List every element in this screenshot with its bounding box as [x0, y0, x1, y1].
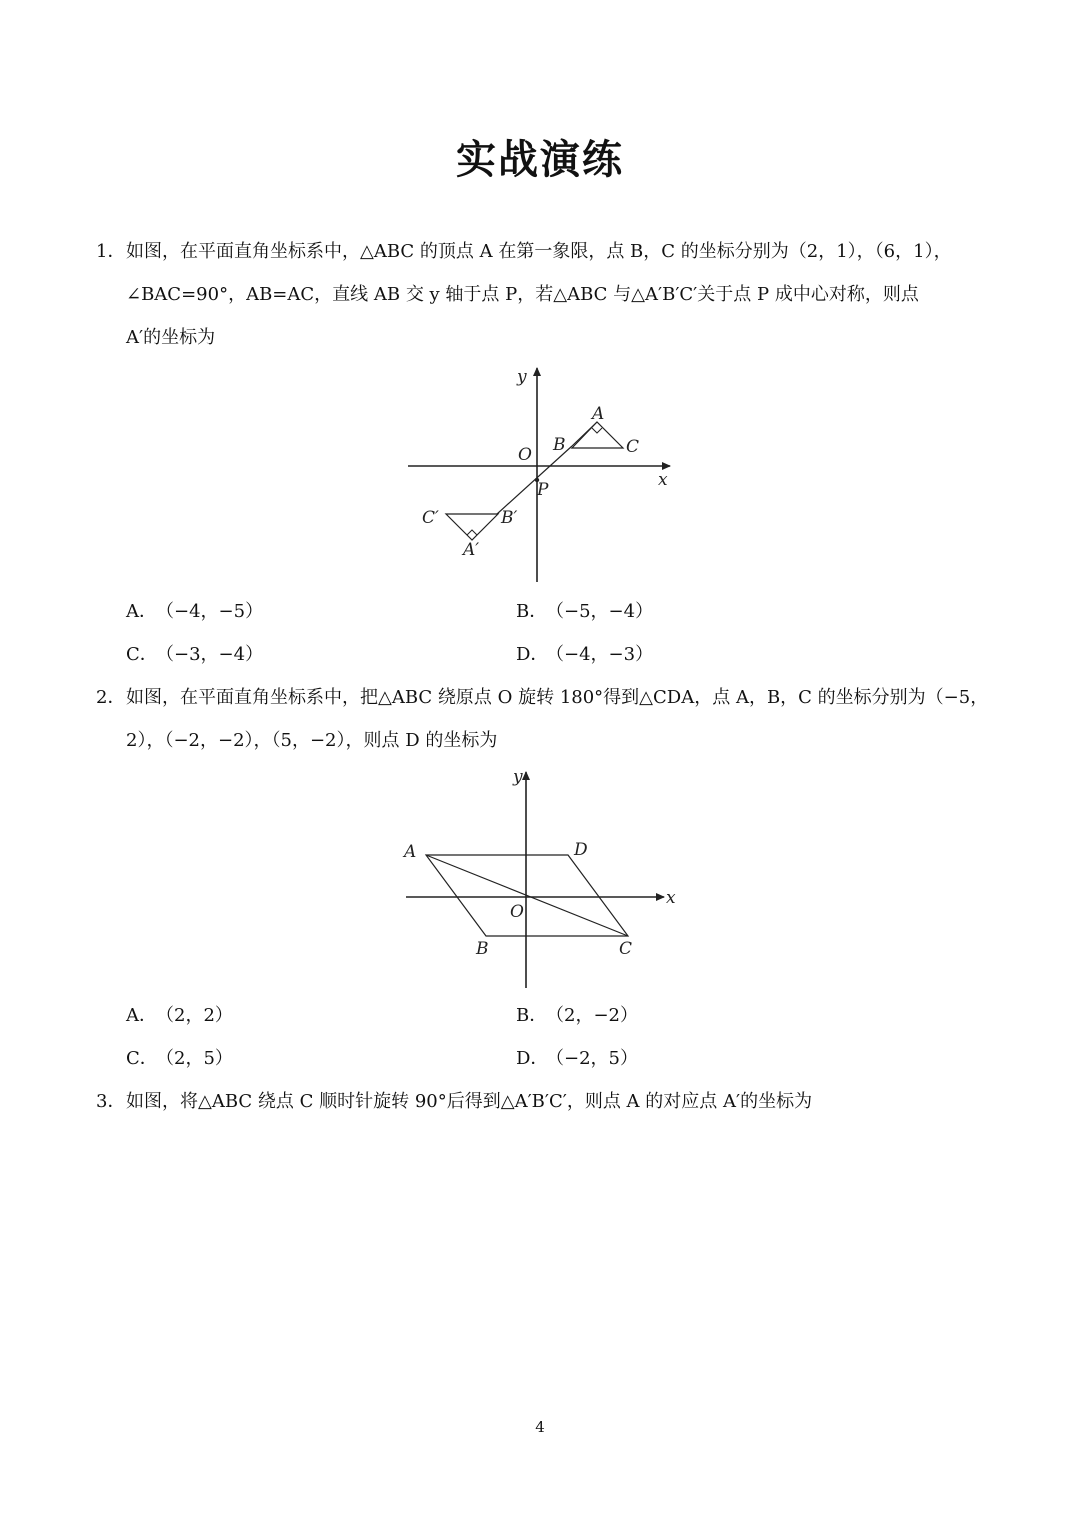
label-x: x	[666, 888, 676, 908]
q1-option-d[interactable]	[516, 643, 653, 667]
q2-option-b-label: B．	[516, 1005, 548, 1026]
q1-option-c-label: C．	[126, 644, 158, 665]
q2-option-a[interactable]	[126, 1004, 233, 1028]
page-title: 实战演练	[456, 136, 624, 183]
triangle-abc	[572, 422, 623, 448]
q2-option-a-text: （2，2）	[156, 1005, 233, 1026]
label-b: B	[553, 435, 566, 455]
q1-option-a[interactable]	[126, 600, 263, 624]
right-angle-mark-a1	[467, 530, 477, 535]
question-3-line-1: 如图，将△ABC 绕点 C 顺时针旋转 90°后得到△A′B′C′，则点 A 的对应点 A′的坐标为	[126, 1091, 813, 1112]
label-d: D	[574, 840, 588, 860]
label-c: C	[619, 939, 633, 959]
line-ab	[497, 446, 572, 514]
label-a1: A′	[463, 540, 480, 560]
q1-option-a-label: A．	[126, 601, 157, 622]
label-a: A	[404, 842, 417, 862]
label-x: x	[658, 470, 668, 490]
question-2-figure	[396, 764, 686, 992]
question-1-line-2: ∠BAC=90°，AB=AC，直线 AB 交 y 轴于点 P，若△ABC 与△A′B′C′关于点 P 成中心对称，则点	[126, 284, 919, 305]
q1-option-c-text: （−3，−4）	[156, 644, 264, 665]
label-p: P	[537, 480, 549, 500]
q1-option-c[interactable]	[126, 643, 263, 667]
question-1-number: 1．	[96, 241, 126, 262]
question-1-line-3: A′的坐标为	[126, 327, 216, 348]
question-2-line-2: 2），（−2，−2），（5，−2），则点 D 的坐标为	[126, 730, 498, 751]
q2-option-d[interactable]	[516, 1047, 638, 1071]
q1-option-a-text: （−4，−5）	[156, 601, 264, 622]
right-angle-mark-a	[592, 428, 602, 433]
label-b: B	[476, 939, 489, 959]
q1-option-d-text: （−4，−3）	[546, 644, 654, 665]
label-o: O	[510, 902, 524, 922]
question-2-number: 2．	[96, 687, 126, 708]
label-y: y	[513, 767, 523, 787]
q1-option-d-label: D．	[516, 644, 549, 665]
q2-option-c[interactable]	[126, 1047, 233, 1071]
question-1-figure	[400, 362, 690, 592]
label-a: A	[592, 404, 605, 424]
question-1-line-1: 如图，在平面直角坐标系中，△ABC 的顶点 A 在第一象限，点 B，C 的坐标分别为（2，1），（6，1），	[126, 241, 952, 262]
q1-option-b-label: B．	[516, 601, 548, 622]
label-b1: B′	[501, 508, 518, 528]
page-number: 4	[535, 1418, 545, 1436]
q2-option-c-label: C．	[126, 1048, 158, 1069]
q2-option-c-text: （2，5）	[156, 1048, 233, 1069]
q2-option-b-text: （2，−2）	[546, 1005, 638, 1026]
question-2-line-1: 如图，在平面直角坐标系中，把△ABC 绕原点 O 旋转 180°得到△CDA，点 A，B，C 的坐标分别为（−5，	[126, 687, 989, 708]
q1-option-b[interactable]	[516, 600, 653, 624]
q2-option-d-label: D．	[516, 1048, 549, 1069]
q1-option-b-text: （−5，−4）	[546, 601, 654, 622]
triangle-a1b1c1	[446, 514, 498, 540]
q2-option-b[interactable]	[516, 1004, 638, 1028]
q2-option-a-label: A．	[126, 1005, 157, 1026]
label-o: O	[518, 445, 532, 465]
q2-option-d-text: （−2，5）	[546, 1048, 638, 1069]
label-y: y	[517, 367, 527, 387]
label-c: C	[626, 437, 640, 457]
label-c1: C′	[422, 508, 439, 528]
question-3-number: 3．	[96, 1091, 126, 1112]
